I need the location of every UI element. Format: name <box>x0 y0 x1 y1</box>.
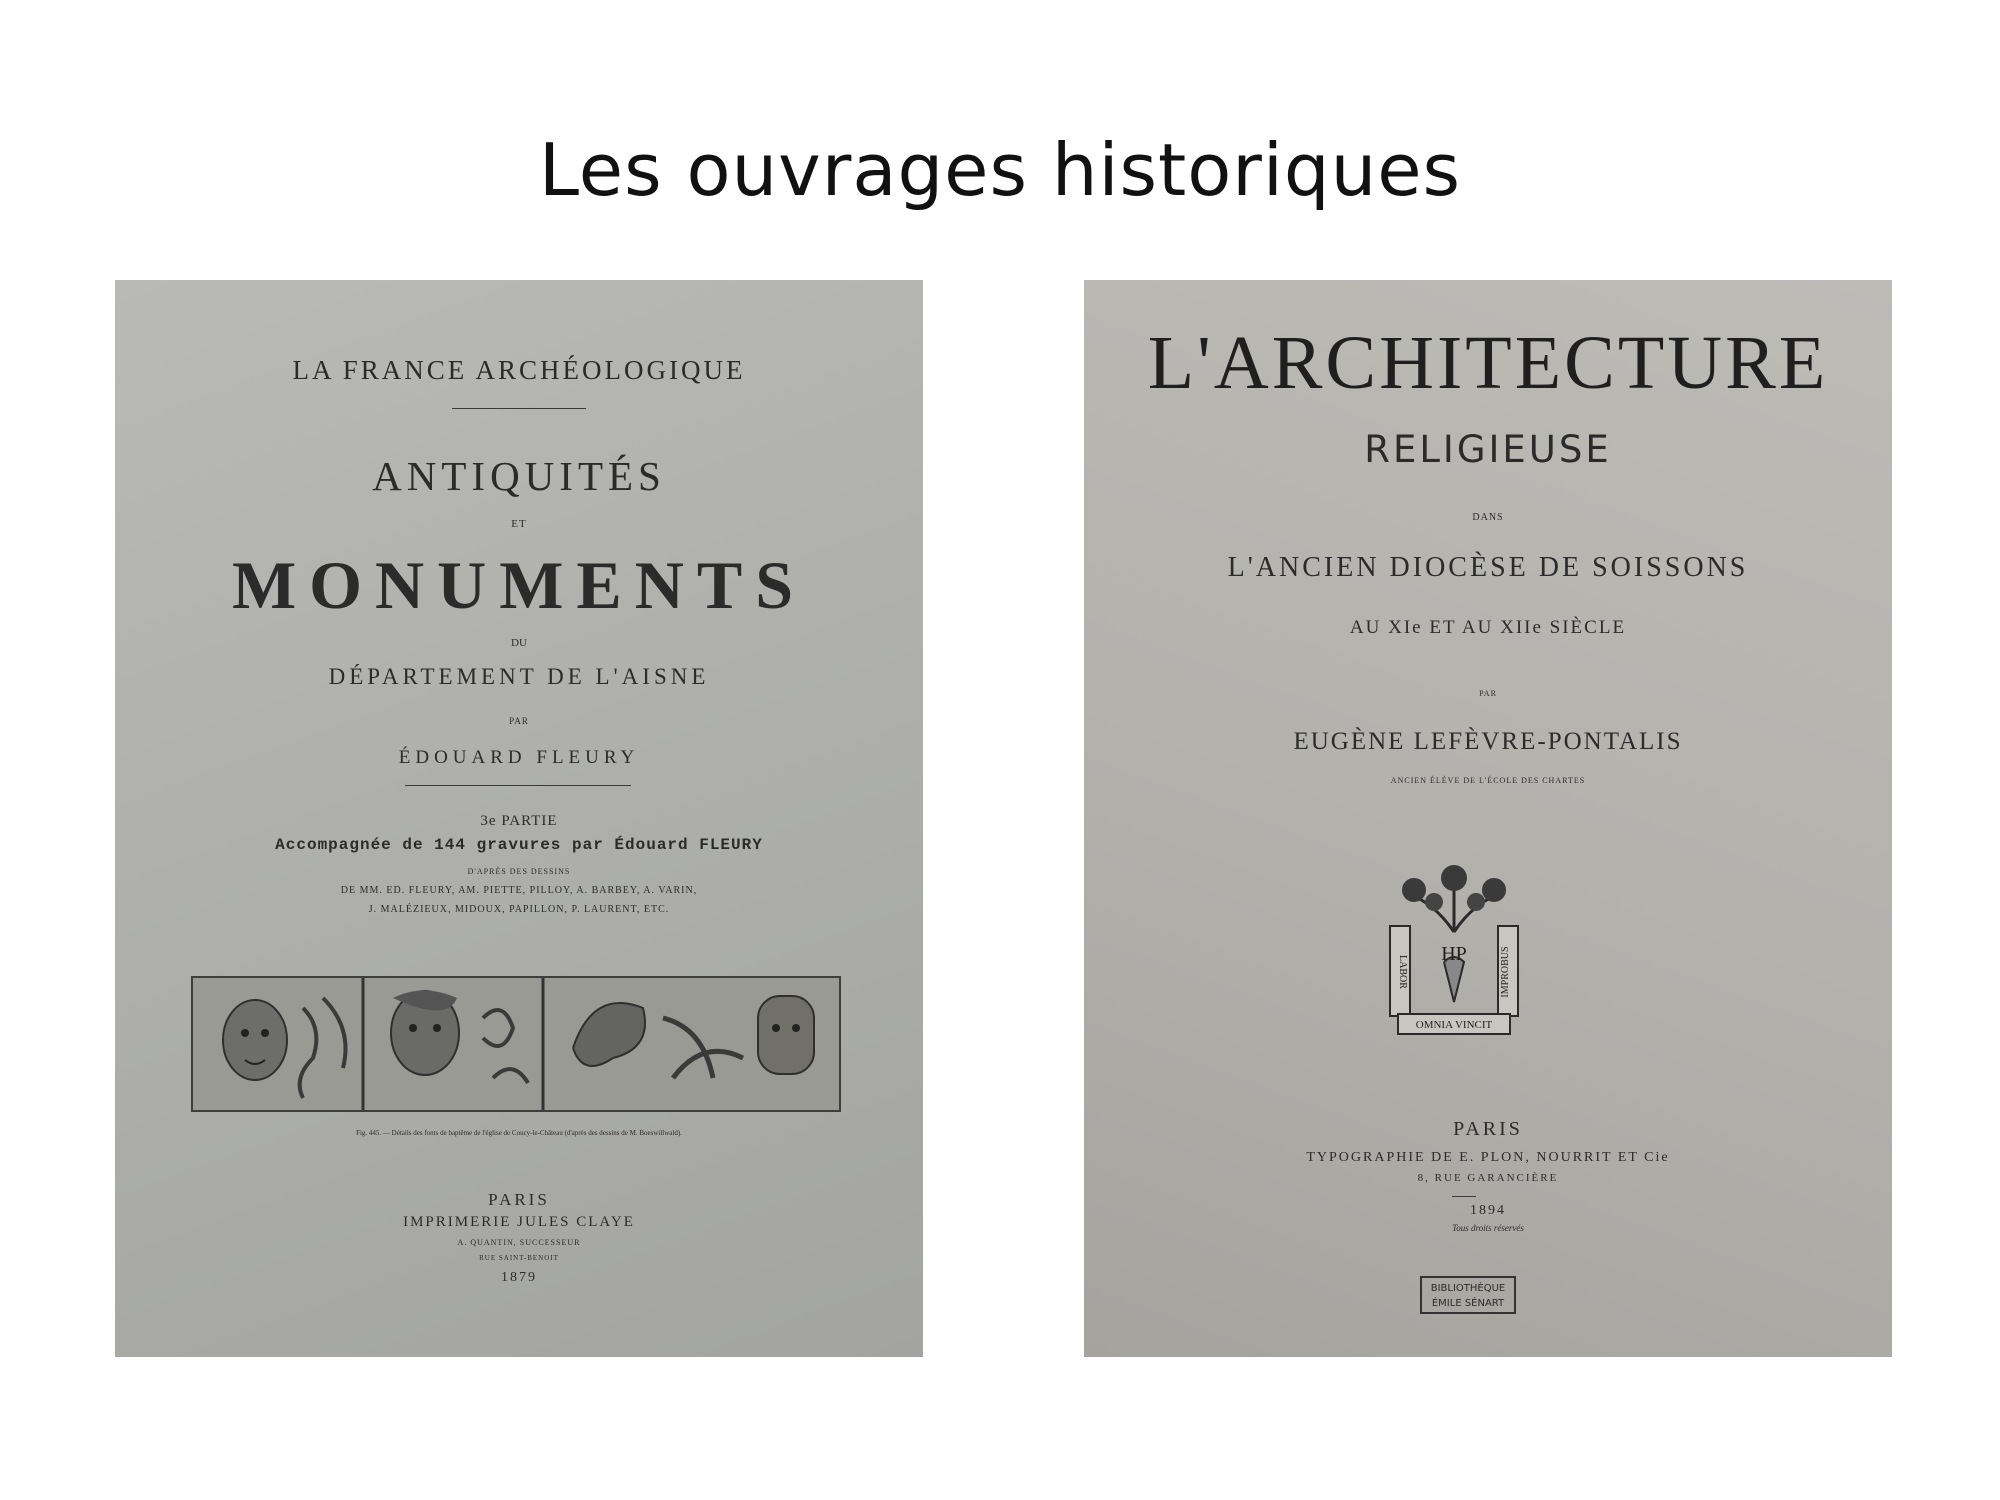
drawings-label: D'APRÈS DES DESSINS <box>467 867 571 876</box>
slide-title: Les ouvrages historiques <box>538 128 1462 212</box>
book-title-line-1: ANTIQUITÉS <box>372 453 666 499</box>
library-stamp <box>1420 1276 1516 1314</box>
conjunction-et: ET <box>511 518 527 530</box>
divider-rule <box>452 408 586 409</box>
by-label: PAR <box>509 716 529 726</box>
preposition-dans: DANS <box>1472 512 1504 523</box>
carved-frieze-engraving <box>191 976 841 1112</box>
illustrations-note: Accompagnée de 144 gravures par Édouard FLEURY <box>275 836 763 854</box>
book-title-line-2: RELIGIEUSE <box>1364 428 1612 471</box>
printer-street: RUE SAINT-BENOIT <box>479 1254 559 1262</box>
preposition-du: DU <box>511 637 527 649</box>
author-credential: ANCIEN ÉLÈVE DE L'ÉCOLE DES CHARTES <box>1390 776 1586 785</box>
svg-text:LABOR: LABOR <box>1397 955 1408 989</box>
series-title: LA FRANCE ARCHÉOLOGIQUE <box>292 355 746 385</box>
author-name: EUGÈNE LEFÈVRE-PONTALIS <box>1293 728 1683 755</box>
rights-note: Tous droits réservés <box>1452 1223 1524 1233</box>
book-title-line-4: AU XIe ET AU XIIe SIÈCLE <box>1349 617 1627 638</box>
publication-year: 1879 <box>501 1270 537 1285</box>
svg-text:HP: HP <box>1441 943 1467 965</box>
publication-city: PARIS <box>1453 1118 1523 1140</box>
svg-text:OMNIA VINCIT: OMNIA VINCIT <box>1415 1019 1493 1031</box>
divider-rule <box>405 785 631 786</box>
printer-successor: A. QUANTIN, SUCCESSEUR <box>457 1238 581 1247</box>
publication-year: 1894 <box>1470 1203 1506 1218</box>
figure-caption: Fig. 445. — Détails des fonts de baptême de l'église de Coucy-le-Château (d'après des dessins de M. Boeswillwald). <box>356 1129 682 1137</box>
author-name: ÉDOUARD FLEURY <box>398 747 640 768</box>
right-book-title-page-photo <box>1084 280 1892 1357</box>
left-book-title-page-photo <box>115 280 923 1357</box>
printer-name: IMPRIMERIE JULES CLAYE <box>403 1214 635 1230</box>
book-title-line-3: DÉPARTEMENT DE L'AISNE <box>328 664 710 689</box>
illustrators-line-1: DE MM. ED. FLEURY, AM. PIETTE, PILLOY, A. BARBEY, A. VARIN, <box>340 885 698 896</box>
book-title-line-3: L'ANCIEN DIOCÈSE DE SOISSONS <box>1227 552 1749 583</box>
by-label: PAR <box>1479 689 1497 698</box>
book-title-line-1: L'ARCHITECTURE <box>1147 321 1829 405</box>
printer-street: 8, RUE GARANCIÈRE <box>1417 1172 1559 1184</box>
illustrators-line-2: J. MALÉZIEUX, MIDOUX, PAPILLON, P. LAURENT, ETC. <box>368 904 670 915</box>
divider-rule <box>1452 1196 1476 1197</box>
frieze-illustration-icon <box>193 978 839 1110</box>
publisher-emblem-icon <box>1384 862 1524 1042</box>
stamp-line-2: ÉMILE SÉNART <box>1431 1298 1505 1309</box>
printer-name: TYPOGRAPHIE DE E. PLON, NOURRIT ET Cie <box>1306 1150 1670 1165</box>
publication-city: PARIS <box>488 1190 550 1209</box>
book-title-line-2: MONUMENTS <box>231 547 807 623</box>
part-label: 3e PARTIE <box>480 813 558 829</box>
stamp-line-1: BIBLIOTHÈQUE <box>1430 1283 1506 1294</box>
svg-text:IMPROBUS: IMPROBUS <box>1500 946 1511 998</box>
